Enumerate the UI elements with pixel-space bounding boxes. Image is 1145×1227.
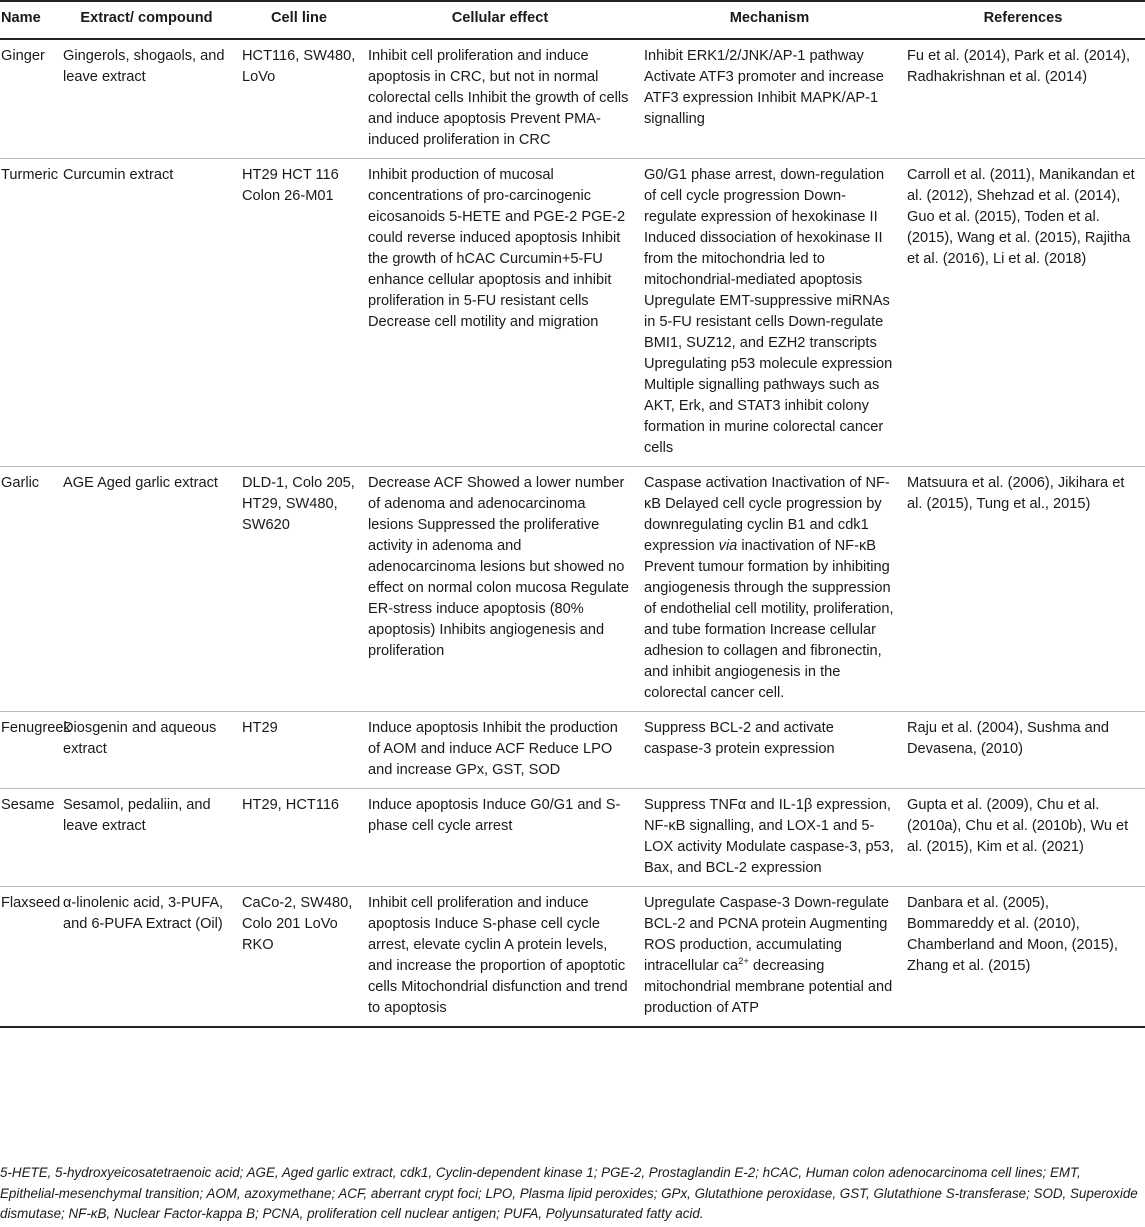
cell-effect: Inhibit cell proliferation and induce apoptosis in CRC, but not in normal colorectal cells Inhibit the growth of cells and induce apoptosis Prevent PMA-induced proliferation in CRC [362,39,638,159]
cell-references: Gupta et al. (2009), Chu et al. (2010a), Chu et al. (2010b), Wu et al. (2015), Kim et al. (2021) [901,789,1145,887]
cell-extract: Gingerols, shogaols, and leave extract [57,39,236,159]
cell-cell-line: HCT116, SW480, LoVo [236,39,362,159]
header-name: Name [0,1,57,39]
cell-mechanism: Suppress TNFα and IL-1β expression, NF-κB signalling, and LOX-1 and 5-LOX activity Modulate caspase-3, p53, Bax, and BCL-2 expression [638,789,901,887]
table-footnote: 5-HETE, 5-hydroxyeicosatetraenoic acid; AGE, Aged garlic extract, cdk1, Cyclin-dependent kinase 1; PGE-2, Prostaglandin E-2; hCAC, Human colon adenocarcinoma cell lines; EMT, Epithelial-mesenchymal transition; AOM, azoxymethane; ACF, aberrant crypt foci; LPO, Plasma lipid peroxides; GPx, Glutathione peroxidase, GST, Glutathione S-transferase; SOD, Superoxide dismutase; NF-κB, Nuclear Factor-kappa B; PCNA, proliferation cell nuclear antigen; PUFA, Polyunsaturated fatty acid. [0,1165,1138,1221]
cell-mechanism: G0/G1 phase arrest, down-regulation of cell cycle progression Down-regulate expression of hexokinase II Induced dissociation of hexokinase II from the mitochondria led to mitochondrial-mediated apoptosis Upregulate EMT-suppressive miRNAs in 5-FU resistant cells Down-regulate BMI1, SUZ12, and EZH2 transcripts Upregulating p53 molecule expression Multiple signalling pathways such as AKT, Erk, and STAT3 inhibit colony formation in murine colorectal cancer cells [638,159,901,467]
cell-mechanism: Suppress BCL-2 and activate caspase-3 protein expression [638,712,901,789]
cell-cell-line: HT29, HCT116 [236,789,362,887]
cell-name: Garlic [0,467,57,712]
cell-name: Turmeric [0,159,57,467]
cell-references: Matsuura et al. (2006), Jikihara et al. (2015), Tung et al., 2015) [901,467,1145,712]
cell-cell-line: HT29 HCT 116 Colon 26-M01 [236,159,362,467]
table-row [0,467,1145,712]
cell-references: Danbara et al. (2005), Bommareddy et al. (2010), Chamberland and Moon, (2015), Zhang et al. (2015) [901,887,1145,1028]
table-row [0,887,1145,1028]
cell-name: Fenugreek [0,712,57,789]
mechanism-text: Upregulate Caspase-3 Down-regulate BCL-2 and PCNA protein Augmenting ROS production, accumulating intracellular ca [644,895,889,974]
cell-effect: Induce apoptosis Inhibit the production of AOM and induce ACF Reduce LPO and increase GPx, GST, SOD [362,712,638,789]
cell-effect: Inhibit production of mucosal concentrations of pro-carcinogenic eicosanoids 5-HETE and PGE-2 PGE-2 could reverse induced apoptosis Inhibit the growth of hCAC Curcumin+5-FU enhance cellular apoptosis and inhibit proliferation in 5-FU resistant cells Decrease cell motility and migration [362,159,638,467]
table-row [0,39,1145,159]
cell-mechanism [638,887,901,1028]
mechanism-text: decreasing mitochondrial membrane potential and production of ATP [644,958,893,1016]
header-extract: Extract/ compound [57,1,236,39]
cell-mechanism: Inhibit ERK1/2/JNK/AP-1 pathway Activate ATF3 promoter and increase ATF3 expression Inhibit MAPK/AP-1 signalling [638,39,901,159]
cell-extract: Diosgenin and aqueous extract [57,712,236,789]
cell-effect: Decrease ACF Showed a lower number of adenoma and adenocarcinoma lesions Suppressed the proliferative activity in adenoma and adenocarcinoma lesions but showed no effect on normal colon mucosa Regulate ER-stress induce apoptosis (80% apoptosis) Inhibits angiogenesis and proliferation [362,467,638,712]
header-row [0,1,1145,39]
header-cell-line: Cell line [236,1,362,39]
cell-references: Raju et al. (2004), Sushma and Devasena, (2010) [901,712,1145,789]
cell-name: Sesame [0,789,57,887]
cell-references: Carroll et al. (2011), Manikandan et al. (2012), Shehzad et al. (2014), Guo et al. (2015), Toden et al. (2015), Wang et al. (2015), Rajitha et al. (2016), Li et al. (2018) [901,159,1145,467]
cell-extract: AGE Aged garlic extract [57,467,236,712]
mechanism-via: via [718,538,738,554]
mechanism-superscript: 2+ [738,956,749,968]
cell-references: Fu et al. (2014), Park et al. (2014), Radhakrishnan et al. (2014) [901,39,1145,159]
mechanism-text: Caspase activation Inactivation of NF-κB Delayed cell cycle progression by downregulating cyclin B1 and cdk1 expression [644,475,890,554]
cell-name: Flaxseed [0,887,57,1028]
header-mechanism: Mechanism [638,1,901,39]
mechanism-text: inactivation of NF-κB Prevent tumour formation by inhibiting angiogenesis through the suppression of endothelial cell motility, proliferation, and tube formation Increase cellular adhesion to collagen and fibronectin, and inhibit angiogenesis in the colorectal cancer cell. [644,538,894,701]
cell-effect: Inhibit cell proliferation and induce apoptosis Induce S-phase cell cycle arrest, elevate cyclin A protein levels, and increase the proportion of apoptotic cells Mitochondrial disfunction and trend to apoptosis [362,887,638,1028]
cell-cell-line: CaCo-2, SW480, Colo 201 LoVo RKO [236,887,362,1028]
header-cellular-effect: Cellular effect [362,1,638,39]
table-row [0,789,1145,887]
cell-name: Ginger [0,39,57,159]
header-references: References [901,1,1145,39]
cell-extract: α-linolenic acid, 3-PUFA, and 6-PUFA Extract (Oil) [57,887,236,1028]
cell-cell-line: HT29 [236,712,362,789]
table-row [0,159,1145,467]
table-row [0,712,1145,789]
cell-extract: Sesamol, pedaliin, and leave extract [57,789,236,887]
cell-mechanism [638,467,901,712]
cell-cell-line: DLD-1, Colo 205, HT29, SW480, SW620 [236,467,362,712]
cell-effect: Induce apoptosis Induce G0/G1 and S-phase cell cycle arrest [362,789,638,887]
cell-extract: Curcumin extract [57,159,236,467]
